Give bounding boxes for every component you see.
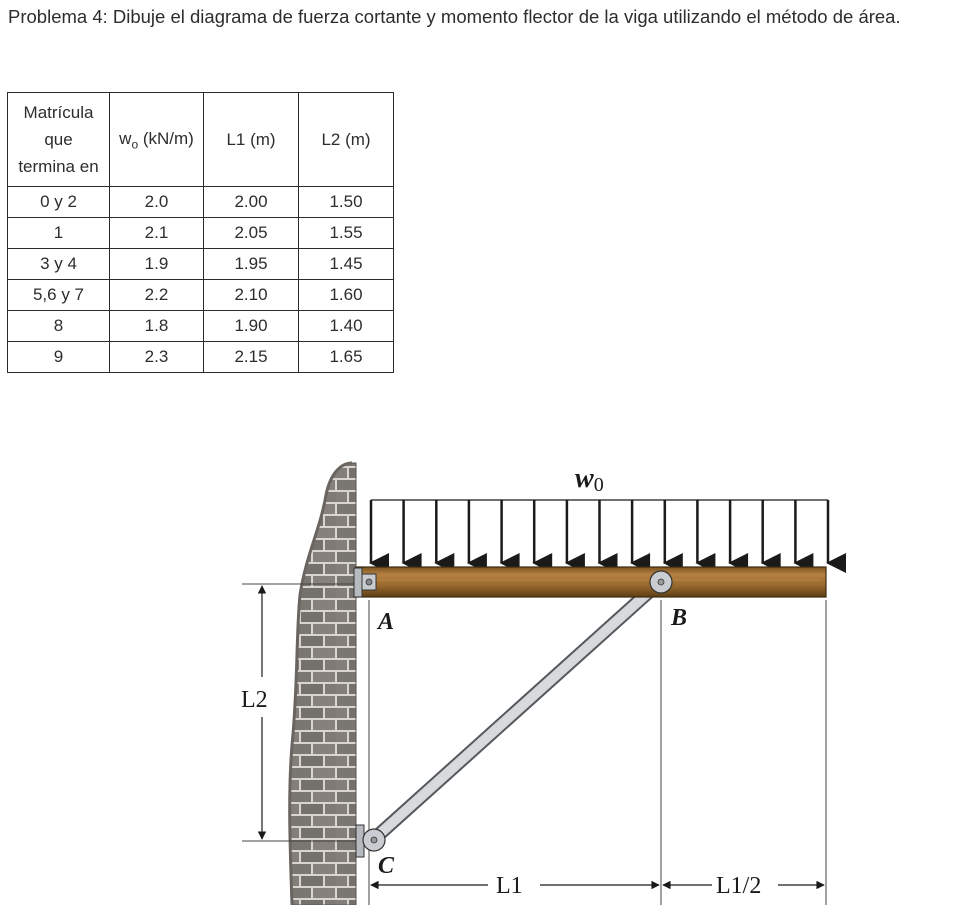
header-w0 <box>110 93 204 187</box>
dimension-l2-label: L2 <box>241 687 268 713</box>
cell-l1: 2.10 <box>204 280 299 311</box>
cell-l2: 1.60 <box>299 280 394 311</box>
distributed-load <box>371 500 828 563</box>
cell-w0: 2.2 <box>110 280 204 311</box>
strut-bc-highlight <box>374 581 661 839</box>
beam-diagram <box>0 455 964 905</box>
header-matricula <box>8 93 110 187</box>
brick-wall <box>290 463 356 905</box>
cell-l1: 2.00 <box>204 187 299 218</box>
cell-matricula: 1 <box>8 218 110 249</box>
header-matricula-line3: termina en <box>18 157 99 177</box>
table-header-row <box>8 93 394 187</box>
cell-l1: 2.05 <box>204 218 299 249</box>
cell-l1: 1.95 <box>204 249 299 280</box>
point-b-label: B <box>671 605 688 631</box>
cell-w0: 2.0 <box>110 187 204 218</box>
dimension-l1-label: L1 <box>496 873 523 899</box>
table-row <box>8 218 394 249</box>
header-matricula-line1: Matrícula <box>23 102 94 122</box>
table-row <box>8 249 394 280</box>
cell-l2: 1.65 <box>299 342 394 373</box>
load-label: w0 <box>575 463 604 496</box>
cell-w0: 2.3 <box>110 342 204 373</box>
header-l1: L1 (m) <box>204 93 299 187</box>
cell-l1: 1.90 <box>204 311 299 342</box>
cell-w0: 1.8 <box>110 311 204 342</box>
cell-l2: 1.55 <box>299 218 394 249</box>
table-row <box>8 187 394 218</box>
cell-l2: 1.50 <box>299 187 394 218</box>
cell-l1: 2.15 <box>204 342 299 373</box>
header-w0-unit: (kN/m) <box>138 128 194 148</box>
cell-w0: 2.1 <box>110 218 204 249</box>
header-w0-symbol: w <box>119 128 132 148</box>
cell-w0: 1.9 <box>110 249 204 280</box>
problem-title: Problema 4: Dibuje el diagrama de fuerza cortante y momento flector de la viga utilizando el método de área. <box>8 6 901 27</box>
point-c-label: C <box>378 853 395 879</box>
cell-l2: 1.45 <box>299 249 394 280</box>
cell-l2: 1.40 <box>299 311 394 342</box>
cell-matricula: 0 y 2 <box>8 187 110 218</box>
header-matricula-line2: que <box>44 129 73 149</box>
table-row <box>8 342 394 373</box>
point-a-label: A <box>378 609 395 635</box>
dimension-l1-half-label: L1/2 <box>716 873 762 899</box>
cell-matricula: 5,6 y 7 <box>8 280 110 311</box>
header-l2: L2 (m) <box>299 93 394 187</box>
beam <box>356 567 826 597</box>
pin-b-center <box>658 579 664 585</box>
cell-matricula: 9 <box>8 342 110 373</box>
cell-matricula: 8 <box>8 311 110 342</box>
cell-matricula: 3 y 4 <box>8 249 110 280</box>
table-row <box>8 280 394 311</box>
parameters-table <box>7 92 394 373</box>
table-row <box>8 311 394 342</box>
header-w0-subscript: o <box>131 137 139 152</box>
